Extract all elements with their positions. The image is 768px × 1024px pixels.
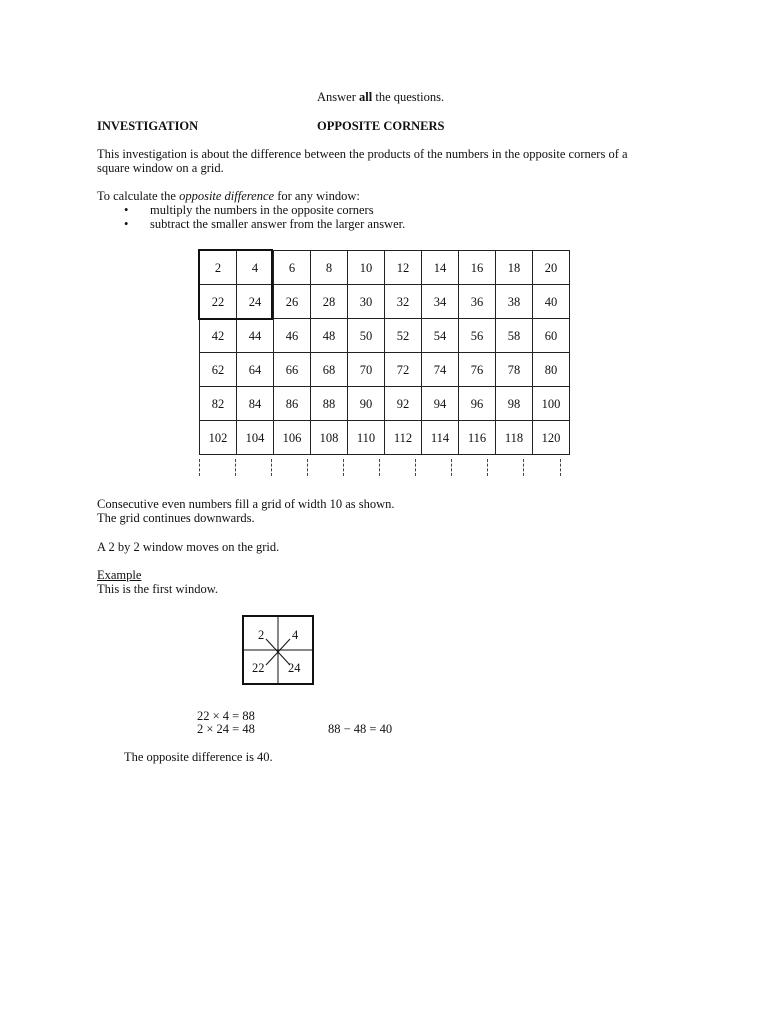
continuation-dash: [199, 459, 200, 476]
calc-instruction: [97, 189, 360, 203]
grid-cell: 56: [459, 319, 496, 353]
window-top-left: 2: [258, 628, 265, 642]
number-grid: [199, 250, 570, 455]
continuation-dash: [560, 459, 561, 476]
grid-cell: 68: [311, 353, 348, 387]
grid-row: [200, 387, 570, 421]
paragraph-grid-line-1: Consecutive even numbers fill a grid of width 10 as shown.: [97, 497, 395, 511]
bullet-marker: •: [124, 203, 129, 217]
grid-cell: 106: [274, 421, 311, 455]
grid-cell: 112: [385, 421, 422, 455]
grid-cell: 76: [459, 353, 496, 387]
grid-cell: 44: [237, 319, 274, 353]
calc-post: for any window:: [274, 189, 360, 203]
grid-cell: 98: [496, 387, 533, 421]
grid-cell: 62: [200, 353, 237, 387]
grid-cell: 84: [237, 387, 274, 421]
grid-cell: 102: [200, 421, 237, 455]
heading-investigation: INVESTIGATION: [97, 119, 199, 133]
example-window: [242, 615, 314, 685]
grid-cell: 46: [274, 319, 311, 353]
grid-cell: 36: [459, 285, 496, 319]
instruction-line: [317, 90, 444, 104]
calc-difference: 88 − 48 = 40: [328, 722, 393, 736]
window-bottom-right: 24: [288, 661, 301, 675]
bullet-1: multiply the numbers in the opposite corners: [150, 203, 374, 217]
grid-cell: 118: [496, 421, 533, 455]
grid-cell: 50: [348, 319, 385, 353]
grid-cell: 14: [422, 251, 459, 285]
grid-cell: 78: [496, 353, 533, 387]
grid-cell: 94: [422, 387, 459, 421]
heading-title: OPPOSITE CORNERS: [317, 119, 445, 133]
continuation-dash: [487, 459, 488, 476]
instruction-post: the questions.: [372, 90, 445, 104]
continuation-dash: [271, 459, 272, 476]
grid-cell: 82: [200, 387, 237, 421]
grid-cell: 2: [200, 251, 237, 285]
grid-cell: 20: [533, 251, 570, 285]
grid-cell: 30: [348, 285, 385, 319]
continuation-dash: [343, 459, 344, 476]
grid-cell: 88: [311, 387, 348, 421]
grid-row: [200, 353, 570, 387]
grid-cell: 60: [533, 319, 570, 353]
bullet-2: subtract the smaller answer from the larger answer.: [150, 217, 406, 231]
grid-cell: 52: [385, 319, 422, 353]
grid-cell: 110: [348, 421, 385, 455]
grid-cell: 54: [422, 319, 459, 353]
grid-cell: 114: [422, 421, 459, 455]
grid-cell: 8: [311, 251, 348, 285]
grid-cell: 70: [348, 353, 385, 387]
grid-cell: 96: [459, 387, 496, 421]
calc-line-2: 2 × 24 = 48: [197, 722, 255, 736]
continuation-dash: [523, 459, 524, 476]
intro-line-2: square window on a grid.: [97, 161, 224, 175]
grid-row: [200, 285, 570, 319]
paragraph-grid-line-2: The grid continues downwards.: [97, 511, 255, 525]
calc-line-1: 22 × 4 = 88: [197, 709, 255, 723]
window-top-right: 4: [292, 628, 299, 642]
grid-cell: 80: [533, 353, 570, 387]
grid-cell: 38: [496, 285, 533, 319]
grid-cell: 4: [237, 251, 274, 285]
continuation-dash: [235, 459, 236, 476]
grid-cell: 104: [237, 421, 274, 455]
grid-cell: 6: [274, 251, 311, 285]
calc-pre: To calculate the: [97, 189, 180, 203]
grid-cell: 22: [200, 285, 237, 319]
grid-cell: 12: [385, 251, 422, 285]
continuation-dash: [451, 459, 452, 476]
grid-cell: 26: [274, 285, 311, 319]
grid-cell: 34: [422, 285, 459, 319]
grid-cell: 116: [459, 421, 496, 455]
grid-cell: 16: [459, 251, 496, 285]
intro-line-1: This investigation is about the difference between the products of the numbers in the opposite corners of a: [97, 147, 628, 161]
grid-cell: 74: [422, 353, 459, 387]
grid-cell: 72: [385, 353, 422, 387]
grid-cell: 92: [385, 387, 422, 421]
example-text: This is the first window.: [97, 582, 219, 596]
grid-cell: 32: [385, 285, 422, 319]
continuation-dash: [415, 459, 416, 476]
grid-cell: 48: [311, 319, 348, 353]
example-label: Example: [97, 568, 142, 582]
grid-cell: 24: [237, 285, 274, 319]
grid-row: [200, 251, 570, 285]
grid-cell: 108: [311, 421, 348, 455]
grid-cell: 40: [533, 285, 570, 319]
bullet-marker: •: [124, 217, 129, 231]
grid-cell: 28: [311, 285, 348, 319]
grid-row: [200, 421, 570, 455]
calc-emphasis: opposite difference: [179, 189, 275, 203]
conclusion: The opposite difference is 40.: [124, 750, 273, 764]
continuation-dash: [379, 459, 380, 476]
instruction-pre: Answer: [317, 90, 360, 104]
grid-cell: 58: [496, 319, 533, 353]
continuation-dash: [307, 459, 308, 476]
grid-cell: 100: [533, 387, 570, 421]
window-bottom-left: 22: [252, 661, 265, 675]
grid-cell: 64: [237, 353, 274, 387]
grid-cell: 66: [274, 353, 311, 387]
paragraph-window: A 2 by 2 window moves on the grid.: [97, 540, 280, 554]
grid-cell: 18: [496, 251, 533, 285]
grid-cell: 10: [348, 251, 385, 285]
instruction-bold: all: [359, 90, 373, 104]
grid-cell: 120: [533, 421, 570, 455]
grid-cell: 90: [348, 387, 385, 421]
grid-cell: 42: [200, 319, 237, 353]
grid-row: [200, 319, 570, 353]
grid-cell: 86: [274, 387, 311, 421]
